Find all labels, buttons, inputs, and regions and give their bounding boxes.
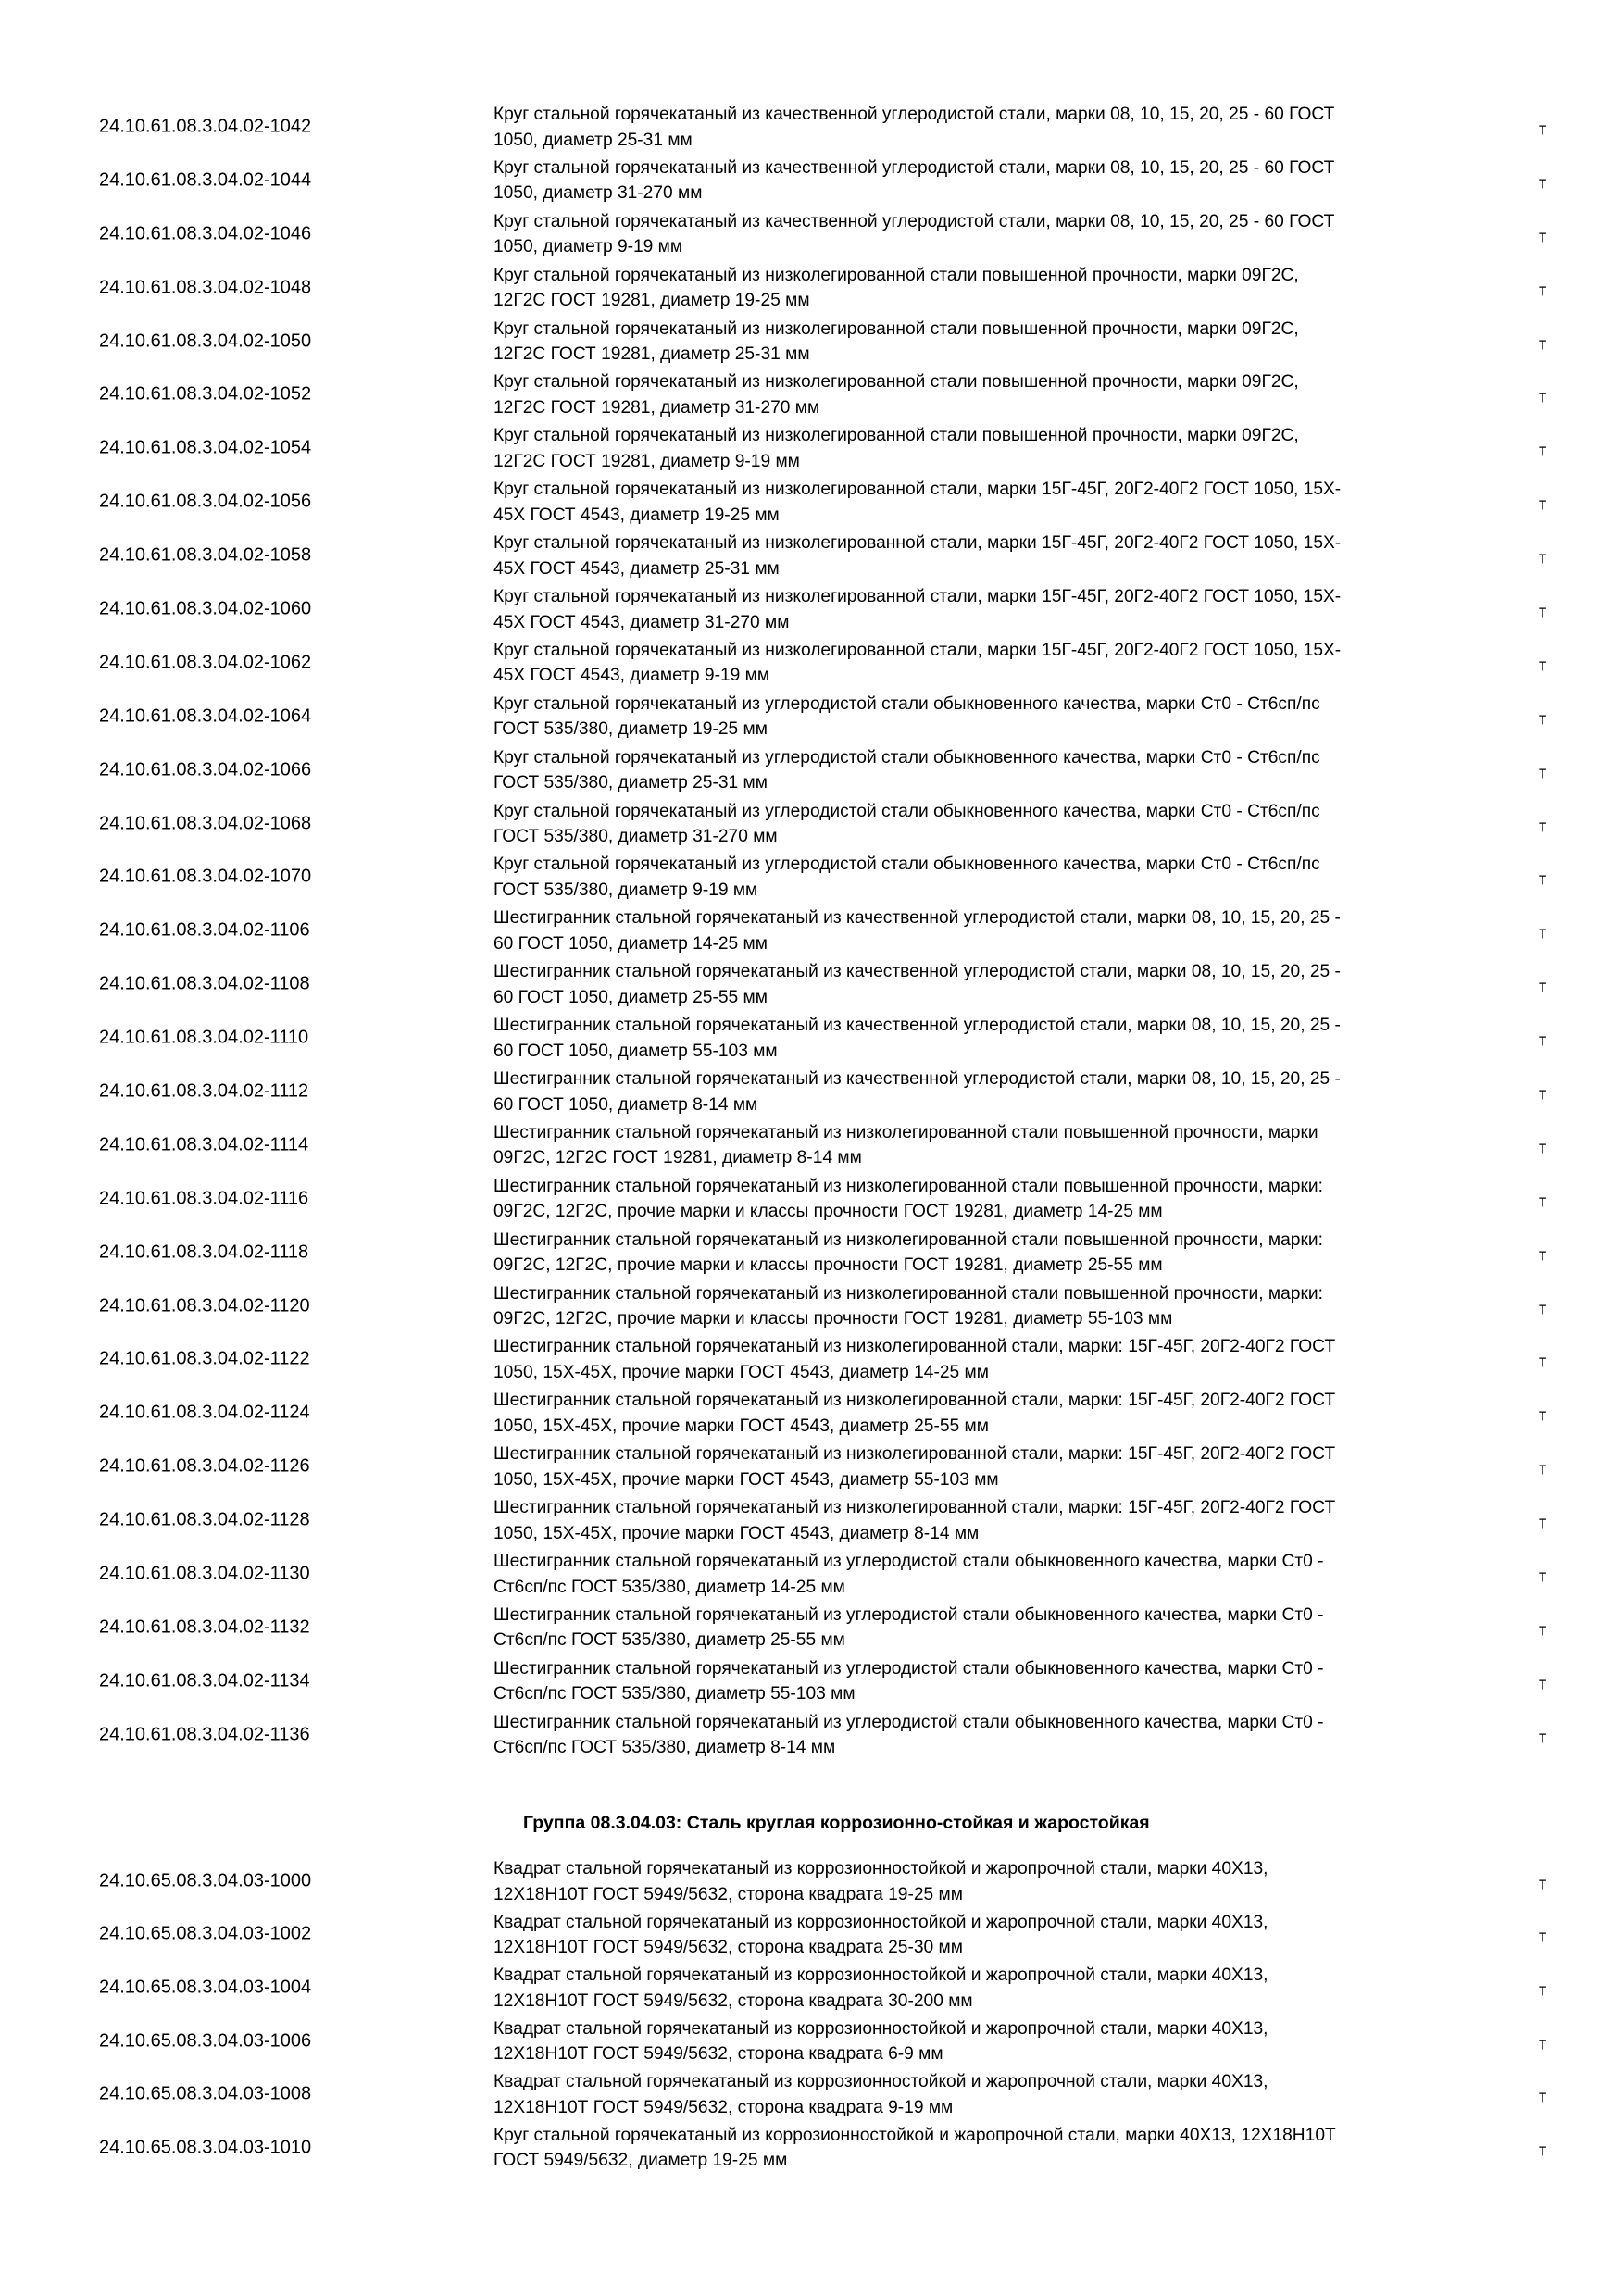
unit-of-measure: т [1539, 388, 1547, 407]
description-line: 1050, диаметр 25-31 мм [493, 130, 693, 150]
unit-of-measure: т [1539, 227, 1547, 246]
resource-code: 24.10.65.08.3.04.03-1008 [99, 2083, 312, 2104]
description-line: ГОСТ 535/380, диаметр 31-270 мм [493, 827, 778, 847]
unit-of-measure: т [1539, 1874, 1547, 1893]
resource-description [493, 1120, 1456, 1171]
resource-description [493, 1549, 1456, 1600]
resource-description [493, 263, 1456, 314]
resource-description [493, 692, 1456, 742]
resource-description [493, 209, 1456, 260]
description-line: 45Х ГОСТ 4543, диаметр 9-19 мм [493, 666, 770, 686]
resource-code: 24.10.61.08.3.04.02-1112 [99, 1080, 309, 1102]
description-line: Круг стальной горячекатаный из низколегированной стали повышенной прочности, марки 09Г2С, [493, 372, 1299, 393]
description-line: Шестигранник стальной горячекатаный из углеродистой стали обыкновенного качества, марки Ст0 - [493, 1552, 1324, 1572]
resource-description [493, 1656, 1456, 1707]
table-row [0, 1279, 1624, 1333]
resource-description [493, 1174, 1456, 1225]
unit-of-measure: т [1539, 1674, 1547, 1693]
description-line: Круг стальной горячекатаный из углеродистой стали обыкновенного качества, марки Ст0 - Ст6сп/пс [493, 747, 1320, 767]
unit-of-measure: т [1539, 870, 1547, 890]
unit-of-measure: т [1539, 1620, 1547, 1640]
table-row [0, 1493, 1624, 1547]
resource-code: 24.10.61.08.3.04.02-1056 [99, 491, 312, 512]
description-line: Круг стальной горячекатаный из углеродистой стали обыкновенного качества, марки Ст0 - Ст6сп/пс [493, 855, 1320, 875]
unit-of-measure: т [1539, 1192, 1547, 1211]
description-line: 12Х18Н10Т ГОСТ 5949/5632, сторона квадрата 9-19 мм [493, 2097, 954, 2117]
table-row [0, 1226, 1624, 1279]
resource-code: 24.10.61.08.3.04.02-1044 [99, 169, 312, 191]
description-line: 09Г2С, 12Г2С, прочие марки и классы прочности ГОСТ 19281, диаметр 55-103 мм [493, 1309, 1173, 1329]
description-line: 60 ГОСТ 1050, диаметр 8-14 мм [493, 1094, 758, 1115]
table-row [0, 261, 1624, 315]
description-line: Ст6сп/пс ГОСТ 535/380, диаметр 14-25 мм [493, 1577, 845, 1597]
resource-description [493, 1228, 1456, 1279]
description-line: Круг стальной горячекатаный из низколегированной стали, марки 15Г-45Г, 20Г2-40Г2 ГОСТ 1050, 15Х- [493, 533, 1342, 554]
description-line: 09Г2С, 12Г2С, прочие марки и классы прочности ГОСТ 19281, диаметр 14-25 мм [493, 1202, 1163, 1222]
table-row [0, 1654, 1624, 1708]
description-line: 12Х18Н10Т ГОСТ 5949/5632, сторона квадрата 19-25 мм [493, 1884, 963, 1904]
table-row [0, 1908, 1624, 1962]
table-row [0, 850, 1624, 904]
resource-description [493, 852, 1456, 903]
description-line: 12Г2С ГОСТ 19281, диаметр 25-31 мм [493, 344, 810, 365]
description-line: Шестигранник стальной горячекатаный из качественной углеродистой стали, марки 08, 10, 15, 20, 25 - [493, 1069, 1341, 1090]
description-line: Шестигранник стальной горячекатаный из низколегированной стали, марки: 15Г-45Г, 20Г2-40Г2 ГОСТ [493, 1498, 1336, 1518]
table-row [0, 904, 1624, 957]
resource-code: 24.10.61.08.3.04.02-1046 [99, 223, 312, 244]
resource-code: 24.10.61.08.3.04.02-1068 [99, 813, 312, 834]
resource-description [493, 102, 1456, 153]
resource-code: 24.10.61.08.3.04.02-1126 [99, 1455, 310, 1477]
table-row [0, 207, 1624, 261]
description-line: Шестигранник стальной горячекатаный из низколегированной стали, марки: 15Г-45Г, 20Г2-40Г2 ГОСТ [493, 1444, 1336, 1465]
unit-of-measure: т [1539, 602, 1547, 621]
unit-of-measure: т [1539, 2140, 1547, 2160]
description-line: Квадрат стальной горячекатаный из коррозионностойкой и жаропрочной стали, марки 40Х13, [493, 1912, 1268, 1932]
unit-of-measure: т [1539, 1928, 1547, 1947]
resource-code: 24.10.61.08.3.04.02-1124 [99, 1402, 310, 1423]
description-line: Ст6сп/пс ГОСТ 535/380, диаметр 8-14 мм [493, 1738, 836, 1758]
description-line: Шестигранник стальной горячекатаный из низколегированной стали повышенной прочности, марки: [493, 1229, 1323, 1250]
description-line: 45Х ГОСТ 4543, диаметр 25-31 мм [493, 558, 780, 579]
description-line: Шестигранник стальной горячекатаный из низколегированной стали повышенной прочности, марки [493, 1122, 1318, 1142]
resource-code: 24.10.61.08.3.04.02-1062 [99, 652, 312, 673]
description-line: 12Х18Н10Т ГОСТ 5949/5632, сторона квадрата 30-200 мм [493, 1990, 973, 2011]
resource-code: 24.10.61.08.3.04.02-1108 [99, 973, 310, 994]
table-row [0, 582, 1624, 636]
unit-of-measure: т [1539, 2034, 1547, 2053]
table-row [0, 1172, 1624, 1226]
resource-description [493, 1067, 1456, 1117]
unit-of-measure: т [1539, 548, 1547, 568]
resource-description [493, 1856, 1456, 1907]
description-line: ГОСТ 535/380, диаметр 19-25 мм [493, 719, 768, 740]
table-row [0, 1011, 1624, 1065]
resource-code: 24.10.61.08.3.04.02-1064 [99, 705, 312, 727]
resource-description [493, 2016, 1456, 2067]
description-line: Круг стальной горячекатаный из качественной углеродистой стали, марки 08, 10, 15, 20, 25 - 60 ГОСТ [493, 157, 1335, 178]
table-row [0, 475, 1624, 529]
unit-of-measure: т [1539, 1353, 1547, 1372]
description-line: Круг стальной горячекатаный из углеродистой стали обыкновенного качества, марки Ст0 - Ст6сп/пс [493, 801, 1320, 821]
resource-code: 24.10.65.08.3.04.03-1002 [99, 1923, 312, 1944]
description-line: 12Г2С ГОСТ 19281, диаметр 9-19 мм [493, 451, 800, 471]
group-heading: Группа 08.3.04.03: Сталь круглая коррозионно-стойкая и жаростойкая [523, 1813, 1150, 1833]
description-line: 12Х18Н10Т ГОСТ 5949/5632, сторона квадрата 25-30 мм [493, 1938, 963, 1958]
description-line: Квадрат стальной горячекатаный из коррозионностойкой и жаропрочной стали, марки 40Х13, [493, 1859, 1268, 1878]
table-row [0, 1547, 1624, 1601]
resource-code: 24.10.61.08.3.04.02-1106 [99, 919, 310, 941]
resource-code: 24.10.61.08.3.04.02-1066 [99, 759, 312, 780]
description-line: Шестигранник стальной горячекатаный из углеродистой стали обыкновенного качества, марки Ст0 - [493, 1658, 1324, 1678]
resource-code: 24.10.61.08.3.04.02-1120 [99, 1295, 310, 1316]
resource-description [493, 1495, 1456, 1546]
unit-of-measure: т [1539, 1459, 1547, 1479]
unit-of-measure: т [1539, 1299, 1547, 1318]
unit-of-measure: т [1539, 977, 1547, 996]
table-row [0, 743, 1624, 797]
description-line: ГОСТ 535/380, диаметр 9-19 мм [493, 880, 758, 900]
description-line: Шестигранник стальной горячекатаный из низколегированной стали, марки: 15Г-45Г, 20Г2-40Г2 ГОСТ [493, 1391, 1336, 1411]
unit-of-measure: т [1539, 1084, 1547, 1104]
table-row [0, 529, 1624, 582]
description-line: 1050, 15Х-45Х, прочие марки ГОСТ 4543, диаметр 25-55 мм [493, 1416, 989, 1436]
unit-of-measure: т [1539, 1245, 1547, 1265]
description-line: Шестигранник стальной горячекатаный из качественной углеродистой стали, марки 08, 10, 15, 20, 25 - [493, 908, 1341, 929]
table-row [0, 1386, 1624, 1440]
resource-code: 24.10.61.08.3.04.02-1114 [99, 1134, 309, 1155]
unit-of-measure: т [1539, 1513, 1547, 1532]
description-line: 60 ГОСТ 1050, диаметр 25-55 мм [493, 987, 768, 1007]
table-row [0, 421, 1624, 475]
unit-of-measure: т [1539, 655, 1547, 675]
resource-description [493, 799, 1456, 850]
description-line: Круг стальной горячекатаный из качественной углеродистой стали, марки 08, 10, 15, 20, 25 - 60 ГОСТ [493, 105, 1335, 124]
unit-of-measure: т [1539, 281, 1547, 300]
resource-description [493, 745, 1456, 796]
resource-description [493, 1013, 1456, 1064]
resource-code: 24.10.61.08.3.04.02-1042 [99, 116, 312, 137]
description-line: Круг стальной горячекатаный из углеродистой стали обыкновенного качества, марки Ст0 - Ст6сп/пс [493, 693, 1320, 714]
resource-code: 24.10.61.08.3.04.02-1136 [99, 1724, 310, 1745]
table-row [0, 1332, 1624, 1386]
resource-description [493, 1441, 1456, 1492]
description-line: Круг стальной горячекатаный из низколегированной стали, марки 15Г-45Г, 20Г2-40Г2 ГОСТ 1050, 15Х- [493, 640, 1342, 660]
resource-code: 24.10.61.08.3.04.02-1110 [99, 1027, 309, 1048]
table-row [0, 636, 1624, 690]
table-row [0, 315, 1624, 368]
description-line: 09Г2С, 12Г2С, прочие марки и классы прочности ГОСТ 19281, диаметр 25-55 мм [493, 1255, 1163, 1276]
unit-of-measure: т [1539, 1405, 1547, 1425]
resource-description [493, 1281, 1456, 1332]
table-row [0, 1065, 1624, 1118]
table-row [0, 2015, 1624, 2068]
unit-of-measure: т [1539, 173, 1547, 193]
table-row [0, 100, 1624, 154]
resource-code: 24.10.61.08.3.04.02-1134 [99, 1670, 310, 1691]
description-line: Шестигранник стальной горячекатаный из углеродистой стали обыкновенного качества, марки Ст0 - [493, 1712, 1324, 1732]
description-line: Ст6сп/пс ГОСТ 535/380, диаметр 55-103 мм [493, 1684, 856, 1704]
description-line: 1050, 15Х-45Х, прочие марки ГОСТ 4543, диаметр 8-14 мм [493, 1523, 980, 1543]
table-row [0, 2121, 1624, 2175]
resource-description [493, 959, 1456, 1010]
resource-code: 24.10.61.08.3.04.02-1128 [99, 1509, 310, 1530]
table-row [0, 1961, 1624, 2015]
table-row [0, 2067, 1624, 2121]
description-line: Круг стальной горячекатаный из низколегированной стали, марки 15Г-45Г, 20Г2-40Г2 ГОСТ 1050, 15Х- [493, 480, 1342, 500]
table-row [0, 797, 1624, 851]
resource-description [493, 369, 1456, 420]
description-line: Круг стальной горячекатаный из коррозионностойкой и жаропрочной стали, марки 40Х13, 12Х18Н10Т [493, 2125, 1336, 2145]
description-line: 09Г2С, 12Г2С ГОСТ 19281, диаметр 8-14 мм [493, 1148, 862, 1168]
table-row [0, 154, 1624, 207]
resource-description [493, 156, 1456, 206]
unit-of-measure: т [1539, 1138, 1547, 1157]
table-row [0, 957, 1624, 1011]
resource-description [493, 1388, 1456, 1439]
resource-code: 24.10.61.08.3.04.02-1130 [99, 1563, 310, 1584]
unit-of-measure: т [1539, 2087, 1547, 2106]
resource-code: 24.10.61.08.3.04.02-1118 [99, 1242, 309, 1263]
table-row [0, 368, 1624, 421]
unit-of-measure: т [1539, 1030, 1547, 1050]
resource-description [493, 1334, 1456, 1385]
resource-table-section-2 [0, 1854, 1624, 2175]
resource-code: 24.10.61.08.3.04.02-1132 [99, 1616, 310, 1638]
unit-of-measure: т [1539, 923, 1547, 942]
description-line: Квадрат стальной горячекатаный из коррозионностойкой и жаропрочной стали, марки 40Х13, [493, 2072, 1268, 2092]
resource-description [493, 477, 1456, 528]
resource-description [493, 2123, 1456, 2174]
description-line: 1050, 15Х-45Х, прочие марки ГОСТ 4543, диаметр 14-25 мм [493, 1362, 989, 1382]
description-line: 12Г2С ГОСТ 19281, диаметр 31-270 мм [493, 397, 820, 418]
resource-code: 24.10.61.08.3.04.02-1054 [99, 437, 312, 458]
description-line: Круг стальной горячекатаный из низколегированной стали повышенной прочности, марки 09Г2С, [493, 318, 1299, 339]
table-row [0, 1118, 1624, 1172]
resource-code: 24.10.61.08.3.04.02-1048 [99, 277, 312, 298]
resource-code: 24.10.61.08.3.04.02-1050 [99, 331, 312, 351]
resource-table-section-1 [0, 100, 1624, 1762]
resource-code: 24.10.61.08.3.04.02-1052 [99, 383, 312, 405]
unit-of-measure: т [1539, 119, 1547, 139]
description-line: 12Г2С ГОСТ 19281, диаметр 19-25 мм [493, 291, 810, 311]
description-line: Шестигранник стальной горячекатаный из низколегированной стали повышенной прочности, марки: [493, 1283, 1323, 1304]
resource-description [493, 1910, 1456, 1961]
unit-of-measure: т [1539, 817, 1547, 836]
resource-description [493, 584, 1456, 635]
table-row [0, 1440, 1624, 1493]
unit-of-measure: т [1539, 441, 1547, 460]
unit-of-measure: т [1539, 709, 1547, 729]
unit-of-measure: т [1539, 1728, 1547, 1747]
description-line: 1050, диаметр 9-19 мм [493, 237, 683, 257]
description-line: 45Х ГОСТ 4543, диаметр 31-270 мм [493, 612, 790, 632]
unit-of-measure: т [1539, 1980, 1547, 2000]
description-line: Круг стальной горячекатаный из низколегированной стали, марки 15Г-45Г, 20Г2-40Г2 ГОСТ 1050, 15Х- [493, 587, 1342, 607]
description-line: 1050, диаметр 31-270 мм [493, 183, 703, 204]
resource-description [493, 905, 1456, 956]
description-line: 1050, 15Х-45Х, прочие марки ГОСТ 4543, диаметр 55-103 мм [493, 1469, 999, 1490]
resource-code: 24.10.65.08.3.04.03-1010 [99, 2137, 312, 2158]
description-line: Шестигранник стальной горячекатаный из низколегированной стали повышенной прочности, марки: [493, 1176, 1323, 1196]
description-line: Круг стальной горячекатаный из качественной углеродистой стали, марки 08, 10, 15, 20, 25 - 60 ГОСТ [493, 211, 1335, 231]
resource-description [493, 2069, 1456, 2120]
resource-description [493, 1710, 1456, 1761]
description-line: Круг стальной горячекатаный из низколегированной стали повышенной прочности, марки 09Г2С, [493, 265, 1299, 285]
description-line: Шестигранник стальной горячекатаный из качественной углеродистой стали, марки 08, 10, 15, 20, 25 - [493, 1016, 1341, 1036]
table-row [0, 1854, 1624, 1908]
resource-code: 24.10.61.08.3.04.02-1060 [99, 598, 312, 619]
table-row [0, 1601, 1624, 1654]
unit-of-measure: т [1539, 763, 1547, 782]
resource-code: 24.10.61.08.3.04.02-1116 [99, 1188, 309, 1209]
unit-of-measure: т [1539, 494, 1547, 514]
resource-description [493, 423, 1456, 474]
description-line: ГОСТ 5949/5632, диаметр 19-25 мм [493, 2151, 788, 2171]
description-line: Шестигранник стальной горячекатаный из качественной углеродистой стали, марки 08, 10, 15, 20, 25 - [493, 962, 1341, 982]
description-line: Шестигранник стальной горячекатаный из углеродистой стали обыкновенного качества, марки Ст0 - [493, 1604, 1324, 1625]
resource-code: 24.10.65.08.3.04.03-1000 [99, 1870, 312, 1891]
resource-description [493, 530, 1456, 581]
resource-code: 24.10.65.08.3.04.03-1004 [99, 1977, 312, 1998]
resource-code: 24.10.65.08.3.04.03-1006 [99, 2030, 312, 2052]
resource-code: 24.10.61.08.3.04.02-1122 [99, 1348, 310, 1369]
description-line: Круг стальной горячекатаный из низколегированной стали повышенной прочности, марки 09Г2С, [493, 426, 1299, 446]
unit-of-measure: т [1539, 1566, 1547, 1586]
table-row [0, 1708, 1624, 1762]
resource-description [493, 317, 1456, 368]
description-line: 45Х ГОСТ 4543, диаметр 19-25 мм [493, 505, 780, 525]
resource-description [493, 1603, 1456, 1653]
unit-of-measure: т [1539, 334, 1547, 354]
description-line: ГОСТ 535/380, диаметр 25-31 мм [493, 773, 768, 793]
description-line: Шестигранник стальной горячекатаный из низколегированной стали, марки: 15Г-45Г, 20Г2-40Г2 ГОСТ [493, 1337, 1336, 1357]
description-line: 12Х18Н10Т ГОСТ 5949/5632, сторона квадрата 6-9 мм [493, 2044, 943, 2065]
resource-description [493, 638, 1456, 689]
table-row [0, 690, 1624, 743]
resource-description [493, 1963, 1456, 2014]
description-line: Квадрат стальной горячекатаный из коррозионностойкой и жаропрочной стали, марки 40Х13, [493, 1965, 1268, 1986]
resource-code: 24.10.61.08.3.04.02-1070 [99, 866, 312, 887]
resource-code: 24.10.61.08.3.04.02-1058 [99, 544, 312, 566]
description-line: 60 ГОСТ 1050, диаметр 55-103 мм [493, 1041, 778, 1061]
description-line: Квадрат стальной горячекатаный из коррозионностойкой и жаропрочной стали, марки 40Х13, [493, 2018, 1268, 2039]
description-line: 60 ГОСТ 1050, диаметр 14-25 мм [493, 933, 768, 954]
description-line: Ст6сп/пс ГОСТ 535/380, диаметр 25-55 мм [493, 1630, 845, 1651]
